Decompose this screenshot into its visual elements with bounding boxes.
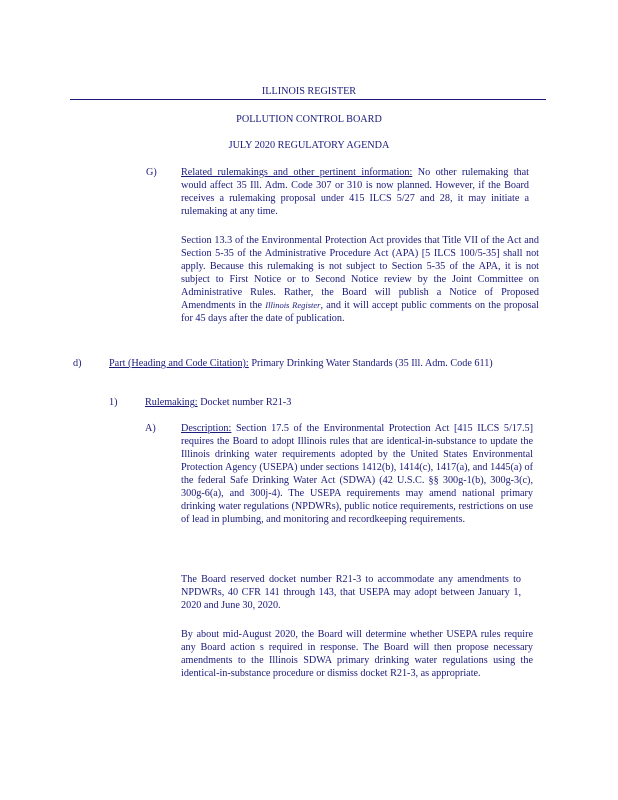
item-a-heading: Description: — [181, 423, 232, 434]
item-d-paragraph — [109, 357, 504, 370]
item-a-text: Section 17.5 of the Environmental Protection Act [415 ILCS 5/17.5] requires the Board to adopt Illinois rules that are identical-in-substance to update the Illinois drinking water requirements adopted by the United States Environmental Protection Agency (USEPA) under sections 1412(b), 1414(c), 1417(a), and 1445(a) of the federal Safe Drinking Water Act (SDWA) (42 U.S.C. §§ 300g-1(b), 300g-3(c), 300g-6(a), and 300j-4). The USEPA requirements may amend national primary drinking water regulations (NPDWRs), public notice requirements, restrictions on use of lead in plumbing, and monitoring and recordkeeping requirements. — [181, 423, 534, 525]
item-g-para2-before: Section 13.3 of the Environmental Protection Act provides that Title VII of the Act and Section 5-35 of the Administrative Procedure Act (APA) [5 ILCS 100/5-35] shall not apply. Because this rulemaking is not subject to Section 5-35 of the APA, it is not subject to First Notice or to Second Notice review by the Joint Committee on Administrative Rules. Rather, the Board will publish a Notice of Proposed Amendments in the — [181, 235, 539, 311]
item-g-heading: Related rulemakings and other pertinent information: — [181, 167, 413, 178]
item-1-heading: Rulemaking: — [145, 397, 198, 408]
illinois-register-italic: Illinois Register — [265, 300, 321, 310]
header-rule — [70, 99, 546, 100]
board-title: POLLUTION CONTROL BOARD — [236, 114, 382, 125]
item-1-text: Docket number R21-3 — [200, 397, 292, 408]
item-g-text: No other rulemaking that would affect 35 Ill. Adm. Code 307 or 310 is now planned. However, if the Board receives a rulemaking proposal under 415 ILCS 5/27 and 28, it may initiate a rulemaking at any time. — [181, 167, 529, 217]
journal-title: ILLINOIS REGISTER — [261, 86, 357, 97]
item-1-label: 1) — [109, 397, 118, 408]
item-a-paragraph-3: By about mid-August 2020, the Board will determine whether USEPA rules require any Board action s required in response. The Board will then propose necessary amendments to the Illinois SDWA primary drinking water regulations using the identical-in-substance procedure or dismiss docket R21-3, as appropriate. — [181, 629, 533, 679]
item-d-heading: Part (Heading and Code Citation): — [109, 358, 249, 369]
item-a-paragraph — [181, 422, 533, 526]
item-d-label: d) — [73, 358, 82, 369]
item-1-paragraph — [145, 396, 445, 409]
item-d-text: Primary Drinking Water Standards (35 Ill. Adm. Code 611) — [251, 358, 493, 369]
item-a-label: A) — [145, 423, 156, 434]
item-g-para2-after: , and it will accept public comments on the proposal for 45 days after the date of publication. — [181, 300, 539, 324]
item-g-paragraph — [181, 166, 529, 218]
agenda-title: JULY 2020 REGULATORY AGENDA — [228, 140, 390, 151]
item-g-label: G) — [146, 167, 157, 178]
item-a-paragraph-2: The Board reserved docket number R21-3 to accommodate any amendments to NPDWRs, 40 CFR 141 through 143, that USEPA may adopt between January 1, 2020 and June 30, 2020. — [181, 574, 521, 611]
item-g-paragraph-2 — [181, 234, 539, 325]
